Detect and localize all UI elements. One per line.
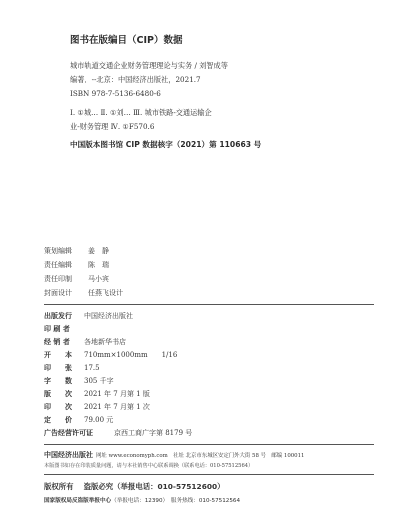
spec-value: 中国经济出版社	[84, 312, 133, 320]
quality-note: 本版图书如存在印装质量问题，请与本社销售中心联系调换（联系电话：010-57512564）	[44, 463, 254, 469]
spec-row	[44, 415, 113, 425]
staff-label: 策划编辑	[44, 247, 72, 255]
spec-label: 出版发行	[44, 312, 72, 320]
cip-title: 图书在版编目（CIP）数据	[70, 35, 183, 46]
cip-national-library-number: 中国版本图书馆 CIP 数据核字（2021）第 110663 号	[70, 140, 262, 149]
cip-line-isbn: ISBN 978-7-5136-6480-6	[70, 89, 161, 98]
spec-label: 印 刷 者	[44, 325, 70, 333]
spec-row	[44, 363, 100, 373]
spec-row	[44, 311, 133, 321]
publisher-info	[44, 450, 304, 460]
spec-value: 2021 年 7 月第 1 次	[84, 403, 150, 411]
anti-piracy-center	[44, 496, 240, 504]
publisher-name: 中国经济出版社	[44, 450, 93, 459]
spec-label: 印 张	[44, 364, 72, 372]
staff-value: 任燕飞设计	[88, 289, 123, 297]
staff-row	[44, 288, 123, 298]
spec-label: 字 数	[44, 377, 72, 385]
spec-row	[44, 350, 177, 360]
divider	[44, 304, 374, 305]
spec-label: 印 次	[44, 403, 72, 411]
spec-label: 定 价	[44, 416, 72, 424]
spec-value: 79.00 元	[84, 416, 114, 424]
spec-label: 版 次	[44, 390, 72, 398]
spec-value-format: 1/16	[161, 351, 178, 359]
staff-row	[44, 246, 109, 256]
cip-line-2: 编著．--北京：中国经济出版社，2021.7	[70, 75, 201, 84]
spec-value: 710mm×1000mm	[84, 351, 148, 359]
spec-row	[44, 324, 84, 334]
spec-value: 各地新华书店	[84, 338, 126, 346]
spec-value: 17.5	[84, 364, 100, 372]
staff-row	[44, 260, 109, 270]
staff-label: 责任编辑	[44, 261, 72, 269]
spec-value: 2021 年 7 月第 1 版	[84, 390, 150, 398]
piracy-notice: 盗版必究（举报电话：010-57512600）	[83, 482, 225, 491]
cip-line-classification-1: Ⅰ. ①城… Ⅱ. ①刘… Ⅲ. 城市铁路-交通运输企	[70, 108, 212, 117]
anti-piracy-center-name: 国家版权局反盗版举报中心	[44, 498, 112, 504]
spec-row	[44, 389, 150, 399]
divider	[44, 444, 374, 445]
staff-row	[44, 274, 109, 284]
staff-value: 陈 瑞	[88, 261, 109, 269]
cip-line-1: 城市轨道交通企业财务管理理论与实务 / 刘智成等	[70, 61, 228, 70]
spec-value: 京西工商广字第 8179 号	[114, 429, 193, 437]
rights-reserved: 版权所有	[44, 482, 74, 491]
anti-piracy-hotline: （举报电话：12390） 服务热线：010-57512564	[111, 498, 241, 504]
spec-row	[44, 428, 192, 438]
spec-row	[44, 402, 150, 412]
spec-label: 开 本	[44, 351, 72, 359]
staff-label: 封面设计	[44, 289, 72, 297]
cip-line-classification-2: 业-财务管理 Ⅳ. ①F570.6	[70, 122, 155, 131]
spec-label: 广告经营许可证	[44, 429, 93, 437]
staff-label: 责任印制	[44, 275, 72, 283]
spec-value: 305 千字	[84, 377, 114, 385]
divider	[44, 474, 374, 475]
staff-value: 姜 静	[88, 247, 109, 255]
spec-row	[44, 376, 114, 386]
spec-row	[44, 337, 126, 347]
staff-value: 马小宾	[88, 275, 109, 283]
spec-label: 经 销 者	[44, 338, 70, 346]
publisher-address: 网址 www.economyph.com 社址 北京市东城区安定门外大街 58 号 邮编 100011	[96, 453, 305, 459]
copyright-notice	[44, 481, 225, 492]
